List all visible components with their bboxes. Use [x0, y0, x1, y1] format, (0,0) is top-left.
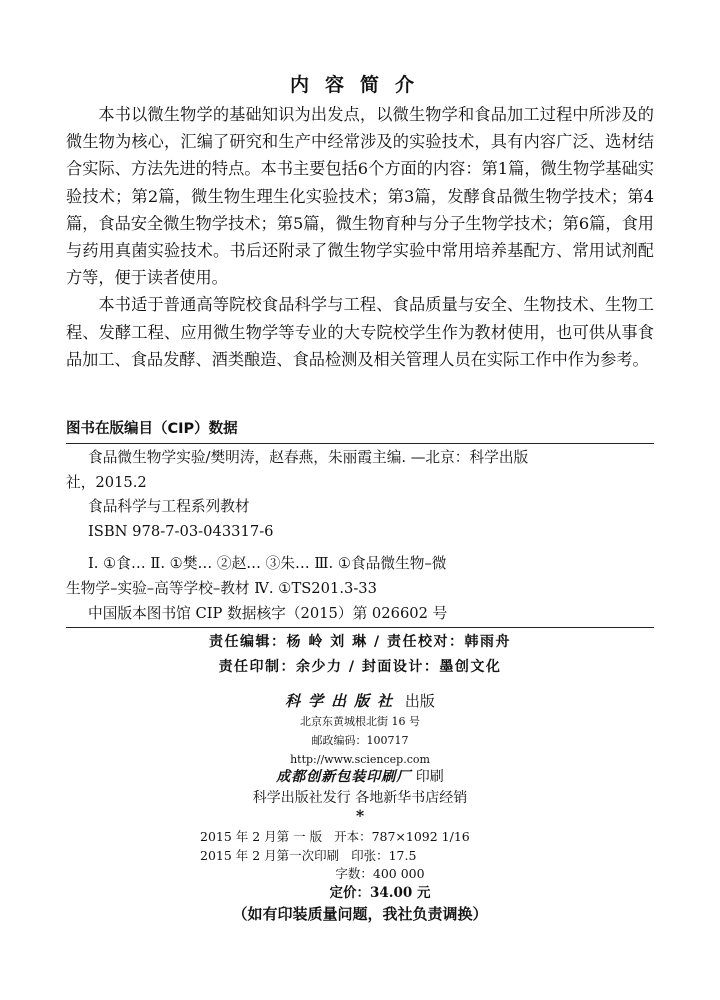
book-format: 开本：787×1092 1/16: [334, 829, 470, 844]
first-printing: 2015 年 2 月第一次印刷: [200, 847, 340, 863]
cip-line-2: 社，2015.2: [66, 473, 147, 491]
printer-logo-text: 成都创新包装印刷厂: [276, 769, 412, 785]
edition-line-2: [200, 847, 520, 866]
publisher-address: 北京东黄城根北街 16 号: [300, 715, 420, 728]
cip-body: [66, 444, 660, 601]
publisher-postcode: 邮政编码：100717: [311, 734, 409, 747]
summary-title: 内容简介: [289, 74, 430, 96]
credit-production: 责任印制：余少力 / 封面设计：墨创文化: [218, 659, 502, 675]
printer-block: [0, 767, 720, 809]
printer-name-suffix: 印刷: [415, 769, 444, 785]
publisher-name-suffix: 出版: [404, 692, 435, 710]
cip-header: 图书在版编目（CIP）数据: [66, 421, 238, 437]
cip-catalog-number: 中国版本图书馆 CIP 数据核字（2015）第 026602 号: [88, 605, 448, 622]
cip-bottom-rule: [66, 627, 654, 628]
quality-notice: （如有印装质量问题，我社负责调换）: [232, 905, 488, 923]
credit-editors: 责任编辑：杨 岭 刘 琳 / 责任校对：韩雨舟: [209, 634, 511, 650]
cip-line-3: 食品科学与工程系列教材: [88, 498, 250, 515]
cip-section: [66, 417, 660, 628]
distribution-line: 科学出版社发行 各地新华书店经销: [252, 790, 468, 806]
summary-paragraph-2: 本书适于普通高等院校食品科学与工程、食品质量与安全、生物技术、生物工程、发酵工程、应用微生物学等专业的大专院校学生作为教材使用，也可供从事食品加工、食品发酵、酒类酿造、食品检测及相关管理人员在实际工作中作为参考。: [66, 295, 654, 369]
cip-isbn: ISBN 978-7-03-043317-6: [88, 522, 274, 540]
cip-spacer: [66, 544, 660, 552]
cip-line-1: 食品微生物学实验/樊明涛，赵春燕，朱丽霞主编. —北京：科学出版: [88, 449, 529, 466]
credits-section: [0, 630, 720, 680]
publisher-name: [0, 690, 720, 712]
price: 定价：34.00 元: [329, 884, 431, 901]
edition-line-1: [200, 828, 520, 847]
first-edition: 2015 年 2 月第 一 版: [200, 829, 323, 844]
cip-classification-2: 生物学–实验–高等学校–教材 Ⅳ. ①TS201.3-33: [66, 579, 377, 597]
word-count: 字数：400 000: [335, 866, 425, 881]
edition-block: [200, 828, 520, 902]
cip-classification-1: Ⅰ. ①食… Ⅱ. ①樊… ②赵… ③朱… Ⅲ. ①食品微生物–微: [88, 555, 447, 572]
summary-section: [66, 101, 654, 373]
summary-paragraph-1: 本书以微生物学的基础知识为出发点，以微生物学和食品加工过程中所涉及的微生物为核心，汇编了研究和生产中经常涉及的实验技术，具有内容广泛、选材结合实际、方法先进的特点。本书主要包括6个方面的内容：第1篇，微生物学基础实验技术；第2篇，微生物生理生化实验技术；第3篇，发酵食品微生物学技术；第4篇，食品安全微生物学技术；第5篇，微生物育种与分子生物学技术；第6篇，食用与药用真菌实验技术。书后还附录了微生物学实验中常用培养基配方、常用试剂配方等，便于读者使用。: [66, 105, 654, 288]
publisher-logo-text: 科学出版社: [285, 692, 401, 710]
star-separator: *: [355, 806, 365, 825]
printed-sheets: 印张：17.5: [351, 847, 417, 863]
publisher-url: http://www.sciencep.com: [290, 753, 430, 766]
printer-name: [0, 767, 720, 788]
publisher-block: [0, 690, 720, 769]
